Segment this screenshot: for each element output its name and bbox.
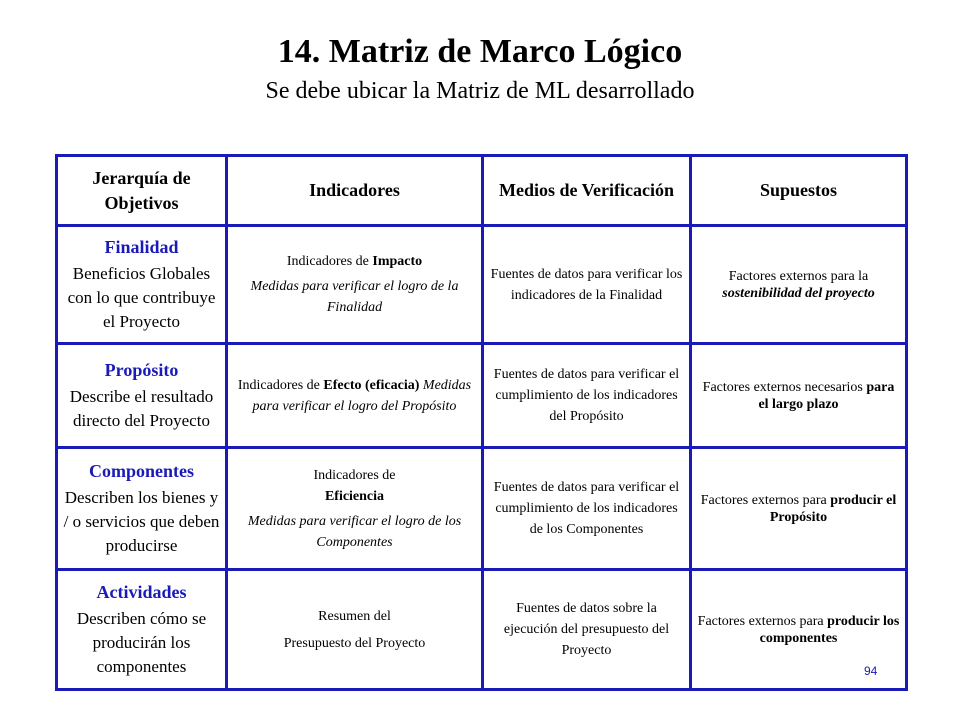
- assumption-emphasis: sostenibilidad del proyecto: [722, 285, 875, 301]
- table-row: [57, 226, 907, 344]
- assumption-prefix: Factores externos para: [697, 613, 828, 629]
- assumption-cell: [691, 226, 907, 344]
- assumption-cell: [691, 448, 907, 570]
- objective-cell: [57, 344, 227, 448]
- indicator-type: Impacto: [372, 254, 423, 269]
- header-verification: Medios de Verificación: [483, 156, 691, 226]
- level-description: Describe el resultado directo del Proyecto: [69, 387, 214, 430]
- assumption-emphasis: para el largo plazo: [758, 379, 895, 412]
- indicator-type: Eficiencia: [324, 488, 385, 504]
- table-row: [57, 344, 907, 448]
- header-row: [57, 156, 907, 226]
- level-description: Describen cómo se producirán los componentes: [76, 609, 207, 676]
- indicator-cell: [227, 226, 483, 344]
- assumption-emphasis: producir los componentes: [759, 613, 900, 646]
- level-description: Beneficios Globales con lo que contribuye el Proyecto: [67, 264, 216, 331]
- page-subtitle: Se debe ubicar la Matriz de ML desarrollado: [265, 78, 695, 104]
- indicator-type: Efecto (eficacia): [323, 377, 420, 393]
- level-name: Actividades: [96, 582, 187, 602]
- indicator-prefix: Indicadores de: [237, 377, 324, 393]
- indicator-cell: [227, 344, 483, 448]
- assumption-prefix: Factores externos para: [700, 492, 831, 508]
- indicator-line: Resumen del: [318, 608, 391, 624]
- logical-framework-matrix: [55, 154, 908, 691]
- verification-cell: Fuentes de datos para verificar los indicadores de la Finalidad: [483, 226, 691, 344]
- level-description: Describen los bienes y / o servicios que deben producirse: [63, 488, 220, 555]
- indicator-line: Presupuesto del Proyecto: [283, 635, 426, 651]
- header-indicators: Indicadores: [227, 156, 483, 226]
- level-name: Componentes: [88, 461, 194, 481]
- page-title: 14. Matriz de Marco Lógico: [277, 33, 683, 70]
- table-row: [57, 570, 907, 690]
- indicator-cell: [227, 570, 483, 690]
- objective-cell: [57, 570, 227, 690]
- indicator-cell: [227, 448, 483, 570]
- assumption-emphasis: producir el Propósito: [769, 492, 897, 525]
- objective-cell: [57, 226, 227, 344]
- indicator-measure: Medidas para verificar el logro del Propósito: [252, 377, 472, 414]
- verification-cell: Fuentes de datos sobre la ejecución del presupuesto del Proyecto: [483, 570, 691, 690]
- objective-cell: [57, 448, 227, 570]
- page-number: 94: [864, 664, 878, 678]
- assumption-prefix: Factores externos para la: [728, 268, 869, 284]
- header-objectives: Jerarquía de Objetivos: [57, 156, 227, 226]
- indicator-measure: Medidas para verificar el logro de los Componentes: [247, 513, 462, 550]
- indicator-measure: Medidas para verificar el logro de la Finalidad: [250, 279, 459, 315]
- level-name: Finalidad: [104, 237, 179, 257]
- header-assumptions: Supuestos: [691, 156, 907, 226]
- indicator-prefix: Indicadores de: [286, 254, 373, 269]
- assumption-cell: [691, 344, 907, 448]
- table-row: [57, 448, 907, 570]
- level-name: Propósito: [104, 360, 179, 380]
- assumption-prefix: Factores externos necesarios: [702, 379, 867, 395]
- indicator-prefix: Indicadores de: [313, 467, 396, 483]
- verification-cell: Fuentes de datos para verificar el cumplimiento de los indicadores del Propósito: [483, 344, 691, 448]
- verification-cell: Fuentes de datos para verificar el cumplimiento de los indicadores de los Componentes: [483, 448, 691, 570]
